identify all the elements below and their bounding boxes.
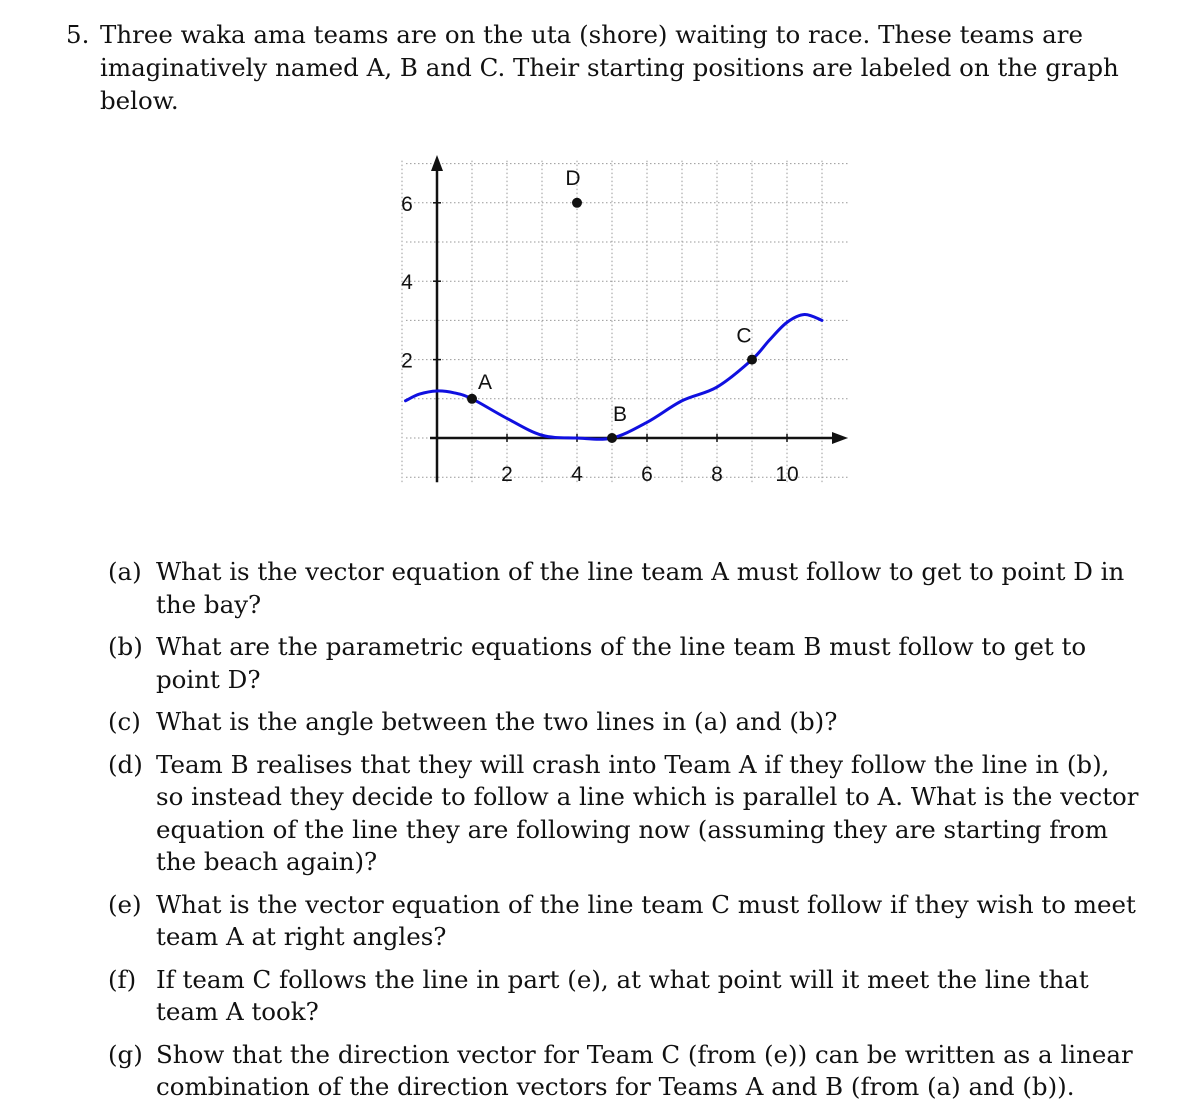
x-tick-label: 8 <box>711 463 723 486</box>
question-text: Show that the direction vector for Team C (from (e)) can be written as a linear combination of the direction vectors for Teams A and B (from (a) and (b)). <box>156 1039 1133 1101</box>
problem-text: Three waka ama teams are on the uta (shore) waiting to race. These teams are imaginatively named A, B and C. Their starting positions are labeled on the graph below. <box>100 20 1119 115</box>
y-axis-arrow <box>431 155 443 171</box>
axes <box>430 155 848 482</box>
question-label: (g) <box>108 1039 143 1069</box>
question-text: What is the vector equation of the line team C must follow if they wish to meet team A at right angles? <box>156 889 1136 951</box>
question-label: (e) <box>108 889 142 919</box>
point-b-label: B <box>612 403 628 426</box>
question-label: (a) <box>108 557 142 586</box>
point-a-label: A <box>477 370 493 394</box>
x-tick-label: 2 <box>501 463 513 486</box>
point-d-marker <box>572 198 582 208</box>
question-text: What is the angle between the two lines in (a) and (b)? <box>156 707 838 736</box>
question-label: (d) <box>108 749 143 779</box>
question-g <box>108 1039 1143 1104</box>
question-d <box>108 749 1143 879</box>
point-c-label: C <box>736 324 752 348</box>
x-axis-arrow <box>832 432 848 444</box>
question-label: (f) <box>108 964 137 994</box>
question-text: Team B realises that they will crash into Team A if they follow the line in (b), so instead they decide to follow a line which is parallel to A. What is the vector equation of the line they are following now (assuming they are starting from the beach again)? <box>156 749 1139 876</box>
y-tick-label: 2 <box>401 349 413 373</box>
point-c-marker <box>747 355 757 365</box>
point-b-marker <box>607 433 617 443</box>
question-text: What is the vector equation of the line team A must follow to get to point D in the bay? <box>156 557 1125 619</box>
problem-statement <box>66 18 1156 117</box>
question-text: If team C follows the line in part (e), at what point will it meet the line that team A took? <box>156 964 1089 1026</box>
point-a-marker <box>467 394 477 404</box>
question-list <box>108 556 1143 1114</box>
x-tick-label: 10 <box>775 463 799 486</box>
question-text: What are the parametric equations of the line team B must follow to get to point D? <box>156 632 1087 694</box>
x-tick-label: 6 <box>641 463 653 486</box>
question-label: (b) <box>108 632 143 661</box>
question-c <box>108 706 1143 739</box>
problem-number: 5. <box>66 20 90 49</box>
y-tick-label: 6 <box>401 192 413 216</box>
question-b <box>108 631 1143 696</box>
x-tick-label: 4 <box>571 463 583 486</box>
question-label: (c) <box>108 707 141 736</box>
shore-graph <box>380 145 850 505</box>
question-e <box>108 889 1143 954</box>
question-f <box>108 964 1143 1029</box>
point-d-label: D <box>565 166 581 190</box>
y-tick-label: 4 <box>401 271 413 295</box>
graph-figure <box>380 145 850 505</box>
question-a <box>108 556 1143 621</box>
